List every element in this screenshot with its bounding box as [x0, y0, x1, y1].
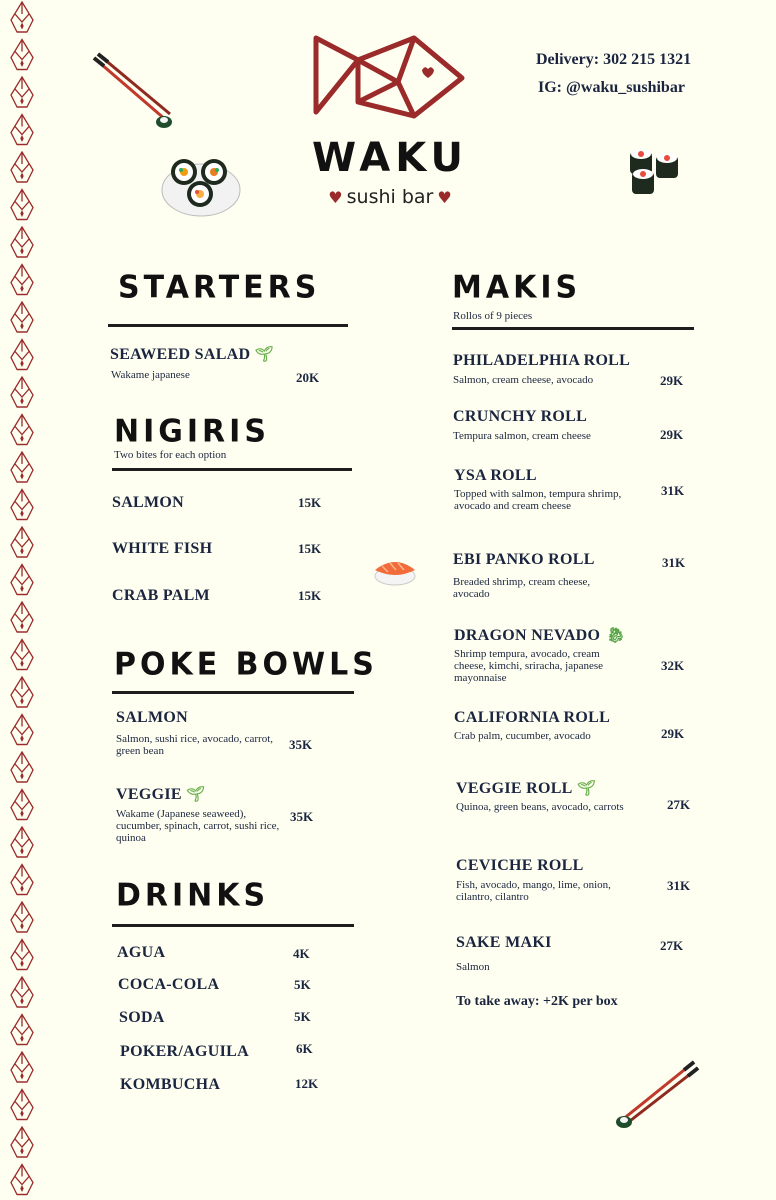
item-price: 4K [293, 946, 310, 961]
menu-item-name: CRAB PALM [112, 587, 210, 604]
fish-motif-icon [11, 827, 33, 857]
menu-item-name: CEVICHE ROLL [456, 857, 584, 874]
item-name-text: VEGGIE ROLL [456, 780, 573, 797]
delivery-phone: Delivery: 302 215 1321 [536, 51, 692, 68]
waku-fish-logo [310, 30, 466, 138]
fish-motif-icon [11, 565, 33, 595]
brand-name: WAKU [311, 135, 469, 181]
item-price: 35K [289, 737, 313, 752]
fish-motif-icon [11, 152, 33, 182]
item-price: 31K [661, 483, 685, 498]
divider [108, 324, 348, 327]
fish-motif-icon [11, 2, 33, 32]
take-away-note: To take away: +2K per box [456, 994, 618, 1009]
chopsticks-sushi-illustration [88, 52, 178, 134]
fish-motif-icon [11, 715, 33, 745]
item-price: 32K [661, 658, 685, 673]
nigiris-heading: NIGIRIS [114, 413, 270, 450]
fish-motif-icon [11, 40, 33, 70]
fish-motif-icon [11, 415, 33, 445]
item-price: 31K [667, 878, 691, 893]
menu-item-name: AGUA [117, 944, 166, 961]
item-price: 15K [298, 588, 322, 603]
sprout-icon: 🌱︎ [254, 345, 274, 363]
menu-item-name: COCA-COLA [118, 976, 220, 993]
item-price: 5K [294, 1009, 311, 1024]
sushi-rolls-illustration [626, 146, 682, 198]
fish-motif-icon [11, 77, 33, 107]
item-name-text: DRAGON NEVADO [454, 627, 601, 644]
fish-motif-icon [11, 602, 33, 632]
menu-item-name: SAKE MAKI [456, 934, 552, 951]
fish-motif-icon [11, 490, 33, 520]
item-price: 15K [298, 541, 322, 556]
item-description: Quinoa, green beans, avocado, carrots [456, 801, 624, 813]
item-description: Topped with salmon, tempura shrimp, avocado and cream cheese [454, 488, 622, 512]
fish-motif-icon [11, 302, 33, 332]
section-subtitle: Rollos of 9 pieces [453, 310, 533, 322]
fish-motif-icon [11, 790, 33, 820]
menu-item-name: PHILADELPHIA ROLL [453, 352, 631, 369]
chopsticks-sushi-illustration [608, 1058, 700, 1132]
menu-item-name: EBI PANKO ROLL [453, 551, 595, 568]
item-price: 12K [295, 1076, 319, 1091]
fish-motif-icon [11, 752, 33, 782]
fish-motif-icon [11, 1165, 33, 1195]
starters-heading: STARTERS [118, 269, 321, 306]
menu-item-name [454, 626, 626, 645]
item-description: Breaded shrimp, cream cheese, avocado [453, 576, 591, 600]
fish-motif-icon [11, 1052, 33, 1082]
fish-motif-icon [11, 377, 33, 407]
menu-item-name: SODA [119, 1009, 165, 1026]
item-price: 15K [298, 495, 322, 510]
fish-motif-icon [11, 865, 33, 895]
divider [112, 468, 352, 471]
item-description: Wakame (Japanese seaweed), cucumber, spinach, carrot, sushi rice, quinoa [116, 808, 280, 844]
fish-motif-icon [11, 265, 33, 295]
item-description: Crab palm, cucumber, avocado [454, 730, 591, 742]
item-price: 31K [662, 555, 686, 570]
item-description: Fish, avocado, mango, lime, onion, cilantro, cilantro [456, 879, 611, 903]
heart-icon: ♥ [437, 188, 452, 207]
fish-motif-icon [11, 452, 33, 482]
item-description: Salmon, sushi rice, avocado, carrot, green bean [116, 733, 274, 757]
fish-motif-icon [11, 977, 33, 1007]
brand-tagline-row [318, 184, 462, 212]
item-price: 5K [294, 977, 311, 992]
menu-item-name: KOMBUCHA [120, 1076, 221, 1093]
sprout-icon: 🌱︎ [185, 785, 206, 803]
fish-motif-icon [11, 190, 33, 220]
sushi-plate-illustration [160, 150, 242, 218]
menu-item-name: WHITE FISH [112, 540, 213, 557]
fish-motif-icon [11, 1090, 33, 1120]
item-price: 29K [660, 373, 684, 388]
heart-icon: ♥ [328, 188, 343, 207]
menu-item-name: CALIFORNIA ROLL [454, 709, 611, 726]
item-price: 29K [661, 726, 685, 741]
nigiri-illustration [372, 554, 418, 588]
divider [112, 924, 354, 927]
menu-item-name [116, 785, 205, 804]
poke-bowls-heading: POKE BOWLS [114, 646, 378, 683]
dragon-icon: 🐉︎ [606, 626, 626, 644]
menu-item-name: POKER/AGUILA [120, 1043, 249, 1060]
menu-item-name: SALMON [112, 494, 185, 511]
divider [112, 691, 354, 694]
fish-motif-icon [11, 1127, 33, 1157]
item-description: Salmon [456, 961, 490, 973]
item-name-text: SEAWEED SALAD [110, 346, 251, 363]
drinks-heading: DRINKS [116, 877, 270, 914]
makis-heading: MAKIS [452, 269, 582, 306]
fish-motif-icon [11, 902, 33, 932]
brand-tagline: sushi bar [346, 186, 434, 208]
fish-motif-icon [11, 527, 33, 557]
fish-motif-icon [11, 115, 33, 145]
item-price: 27K [667, 797, 691, 812]
item-description: Wakame japanese [111, 369, 190, 381]
fish-motif-icon [11, 940, 33, 970]
decorative-fish-border [0, 0, 44, 1200]
instagram-handle: IG: @waku_sushibar [538, 79, 685, 96]
item-description: Salmon, cream cheese, avocado [453, 374, 594, 386]
sprout-icon: 🌱︎ [576, 779, 597, 797]
item-price: 6K [296, 1041, 313, 1056]
item-description: Tempura salmon, cream cheese [453, 430, 591, 442]
item-price: 20K [296, 370, 320, 385]
item-name-text: VEGGIE [116, 786, 182, 803]
fish-motif-icon [11, 677, 33, 707]
fish-motif-icon [11, 340, 33, 370]
menu-item-name: YSA ROLL [454, 467, 537, 484]
fish-motif-icon [11, 640, 33, 670]
fish-motif-icon [11, 1015, 33, 1045]
menu-item-name: CRUNCHY ROLL [453, 408, 588, 425]
item-description: Shrimp tempura, avocado, cream cheese, kimchi, sriracha, japanese mayonnaise [454, 648, 604, 684]
fish-motif-icon [11, 227, 33, 257]
item-price: 35K [290, 809, 314, 824]
item-price: 27K [660, 938, 684, 953]
menu-item-name [110, 345, 274, 364]
menu-item-name [456, 779, 596, 798]
divider [452, 327, 694, 330]
menu-item-name: SALMON [116, 709, 189, 726]
item-price: 29K [660, 427, 684, 442]
section-subtitle: Two bites for each option [114, 449, 227, 461]
